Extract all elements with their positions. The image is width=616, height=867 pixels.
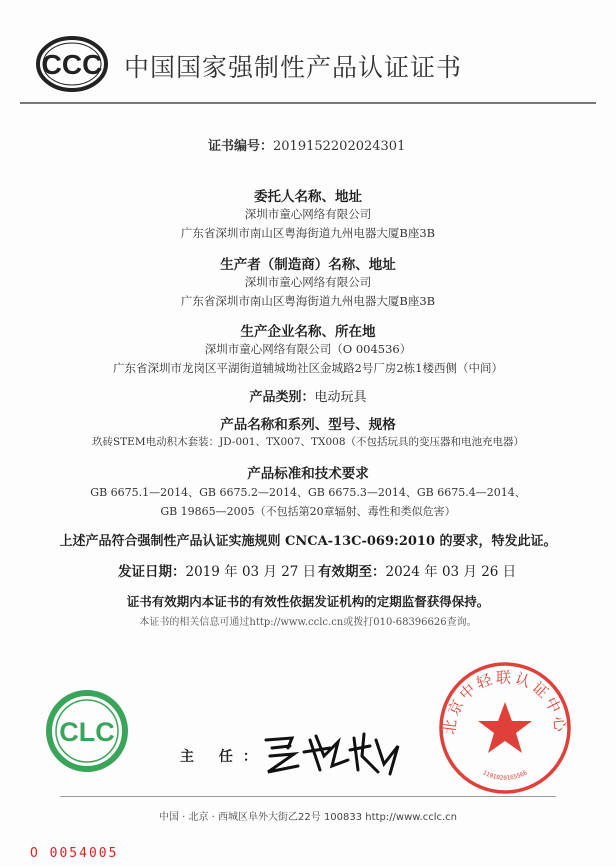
certificate-number <box>208 135 405 154</box>
product-category-label: 产品类别： <box>249 390 315 405</box>
certification-seal <box>437 660 573 796</box>
header-divider <box>20 102 596 104</box>
issue-date-value: 2019 年 03 月 27 日 <box>185 564 317 580</box>
standards-line-2: GB 19865—2005（不包括第20章辐射、毒性和类似危害） <box>160 505 456 518</box>
conformity-statement: 上述产品符合强制性产品认证实施规则 CNCA-13C-069:2010 的要求，特发此证。 <box>59 534 557 549</box>
product-category-value: 电动玩具 <box>314 390 367 405</box>
product-name-value: 玖砖STEM电动积木套装：JD-001、TX007、TX008（不包括玩具的变压器和电池充电器） <box>91 436 525 448</box>
expiry-date <box>318 560 516 580</box>
manufacturer-name: 深圳市童心网络有限公司 <box>244 275 372 289</box>
product-name-heading: 产品名称和系列、型号、规格 <box>220 417 396 433</box>
certificate-number-label: 证书编号： <box>208 139 274 154</box>
svg-text:CLC: CLC <box>59 717 115 747</box>
standards-heading: 产品标准和技术要求 <box>247 466 369 482</box>
manufacturer-address: 广东省深圳市南山区粤海街道九州电器大厦B座3B <box>180 294 436 308</box>
certificate-number-value: 2019152202024301 <box>273 139 406 154</box>
certificate-title: 中国国家强制性产品认证证书 <box>124 53 463 82</box>
factory-name: 深圳市童心网络有限公司（O 004536） <box>204 342 412 356</box>
footer-divider <box>60 796 556 797</box>
director-signature <box>258 726 408 782</box>
issue-date <box>118 560 316 580</box>
query-note: 本证书的相关信息可通过http://www.cclc.cn或拨打010-68396626查询。 <box>139 617 477 628</box>
client-address: 广东省深圳市南山区粤海街道九州电器大厦B座3B <box>180 226 436 240</box>
client-name: 深圳市童心网络有限公司 <box>244 207 372 221</box>
serial-number: O 0054005 <box>30 846 119 861</box>
standards-line-1: GB 6675.1—2014、GB 6675.2—2014、GB 6675.3—2014、GB 6675.4—2014、 <box>90 486 526 499</box>
svg-text:北京中轻联认证中心: 北京中轻联认证中心 <box>440 668 570 736</box>
factory-heading: 生产企业名称、所在地 <box>240 324 376 340</box>
clc-logo <box>46 690 128 772</box>
director-label: 主 任： <box>180 749 267 765</box>
ccc-logo <box>36 36 108 92</box>
issue-date-label: 发证日期： <box>118 564 186 580</box>
validity-note: 证书有效期内本证书的有效性依据发证机构的定期监督获得保持。 <box>126 594 490 609</box>
client-heading: 委托人名称、地址 <box>254 189 362 205</box>
svg-text:1101020165566: 1101020165566 <box>481 769 529 782</box>
expiry-date-value: 2024 年 03 月 26 日 <box>385 564 517 580</box>
factory-address: 广东省深圳市龙岗区平湖街道辅城坳社区金城路2号厂房2栋1楼西侧（中间） <box>113 361 503 375</box>
expiry-date-label: 有效期至： <box>318 564 386 580</box>
manufacturer-heading: 生产者（制造商）名称、地址 <box>220 257 396 273</box>
product-category <box>0 386 616 405</box>
svg-text:CCC: CCC <box>41 49 103 80</box>
issuer-address: 中国 · 北京 · 西城区阜外大街乙22号 100833 http://www.cclc.cn <box>158 812 458 823</box>
